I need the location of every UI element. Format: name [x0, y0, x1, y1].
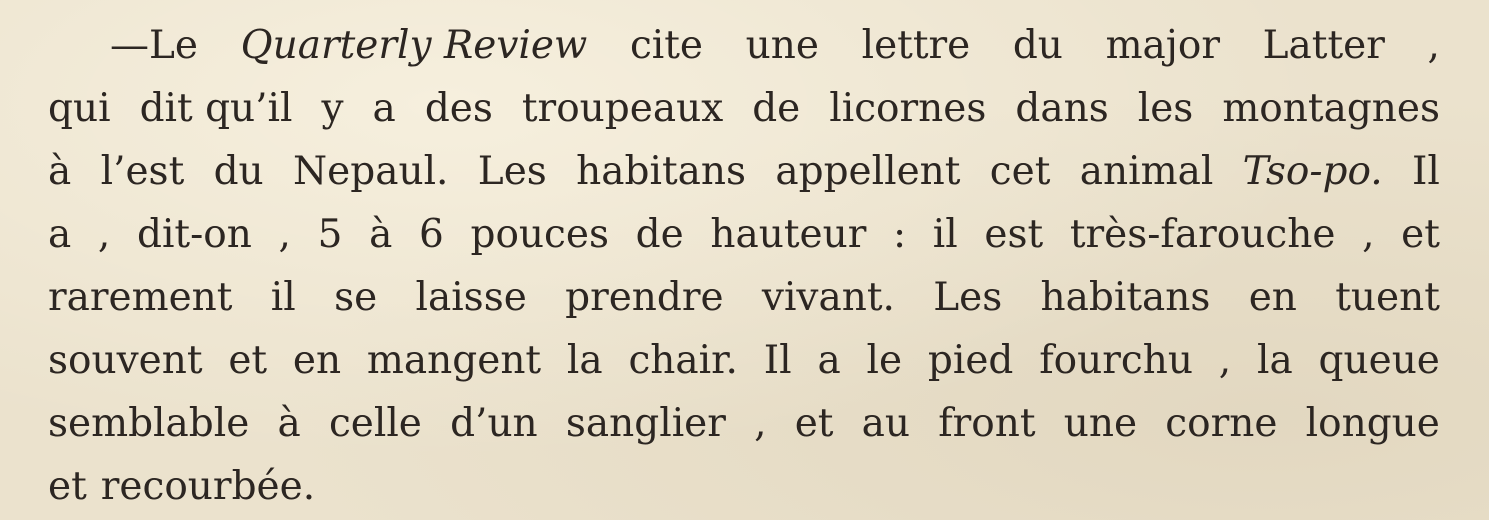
word: fourchu	[1039, 338, 1193, 383]
word: sanglier	[565, 401, 726, 446]
text-line-2	[48, 77, 1440, 140]
word: troupeaux	[521, 86, 724, 131]
text-line-6	[48, 329, 1440, 392]
word: dit-on	[136, 212, 252, 257]
word: pouces	[470, 212, 609, 257]
word: une	[745, 23, 819, 68]
word: :	[893, 212, 907, 257]
word: l’est	[100, 149, 185, 194]
word: appellent	[775, 149, 961, 194]
word: et	[48, 464, 87, 509]
word: laisse	[415, 275, 527, 320]
word: la	[1256, 338, 1293, 383]
word: pied	[927, 338, 1014, 383]
word: du	[1012, 23, 1063, 68]
word: 5	[317, 212, 343, 257]
word: y	[321, 86, 344, 131]
word: le	[866, 338, 903, 383]
text-line-8	[48, 455, 1440, 518]
word: queue	[1318, 338, 1440, 383]
word: mangent	[366, 338, 542, 383]
word: ,	[1427, 23, 1440, 68]
word: en	[1248, 275, 1297, 320]
word: chair.	[628, 338, 738, 383]
word: à	[48, 149, 72, 194]
word: qui	[48, 86, 111, 131]
word: Latter	[1262, 23, 1385, 68]
italic-title: Quarterly Review	[240, 23, 588, 68]
word: semblable	[48, 401, 250, 446]
word: et	[228, 338, 268, 383]
word: 6	[419, 212, 444, 257]
word: recourbée.	[100, 464, 316, 509]
word: habitans	[576, 149, 747, 194]
word: à	[369, 212, 393, 257]
text-line-5	[48, 266, 1440, 329]
word: Les	[477, 149, 547, 194]
word: a	[48, 212, 72, 257]
word: dit qu’il	[139, 86, 293, 131]
word: major	[1105, 23, 1221, 68]
text-line-7	[48, 392, 1440, 455]
word: Il	[763, 338, 792, 383]
word: Il	[1412, 149, 1440, 194]
word: des	[424, 86, 493, 131]
word: et	[1401, 212, 1440, 257]
word: de	[752, 86, 801, 131]
word: —Le	[110, 23, 198, 68]
word: ,	[97, 212, 111, 257]
word: Nepaul.	[293, 149, 449, 194]
word: licornes	[829, 86, 987, 131]
text-line-4	[48, 203, 1440, 266]
italic-animal-name: Tso-po.	[1242, 149, 1383, 194]
word: hauteur	[710, 212, 867, 257]
word: ,	[754, 401, 767, 446]
word: il	[932, 212, 958, 257]
word: front	[938, 401, 1036, 446]
word: rarement	[48, 275, 233, 320]
word: ,	[1362, 212, 1375, 257]
word: longue	[1305, 401, 1440, 446]
word: prendre	[565, 275, 724, 320]
word: tuent	[1335, 275, 1440, 320]
word: est	[984, 212, 1044, 257]
text-line-3	[48, 140, 1440, 203]
word: se	[334, 275, 378, 320]
word: cite	[629, 23, 704, 68]
word: Les	[933, 275, 1003, 320]
word: a	[817, 338, 841, 383]
word: corne	[1165, 401, 1278, 446]
word: très-farouche	[1069, 212, 1336, 257]
word: les	[1137, 86, 1194, 131]
word: il	[270, 275, 296, 320]
word: lettre	[861, 23, 971, 68]
word: ,	[1218, 338, 1232, 383]
word: ,	[278, 212, 291, 257]
word: d’un	[450, 401, 538, 446]
word: a	[372, 86, 396, 131]
word: souvent	[48, 338, 203, 383]
word: celle	[328, 401, 422, 446]
word: vivant.	[761, 275, 895, 320]
paragraph	[48, 14, 1440, 518]
word: au	[861, 401, 911, 446]
word: la	[566, 338, 603, 383]
word: cet	[989, 149, 1051, 194]
word: de	[635, 212, 684, 257]
word: en	[292, 338, 342, 383]
word: habitans	[1040, 275, 1211, 320]
text-line-1	[48, 14, 1440, 77]
word: à	[277, 401, 301, 446]
word: et	[794, 401, 834, 446]
word: montagnes	[1222, 86, 1440, 131]
word: animal	[1079, 149, 1214, 194]
word: du	[213, 149, 264, 194]
word: dans	[1015, 86, 1109, 131]
word: une	[1063, 401, 1138, 446]
